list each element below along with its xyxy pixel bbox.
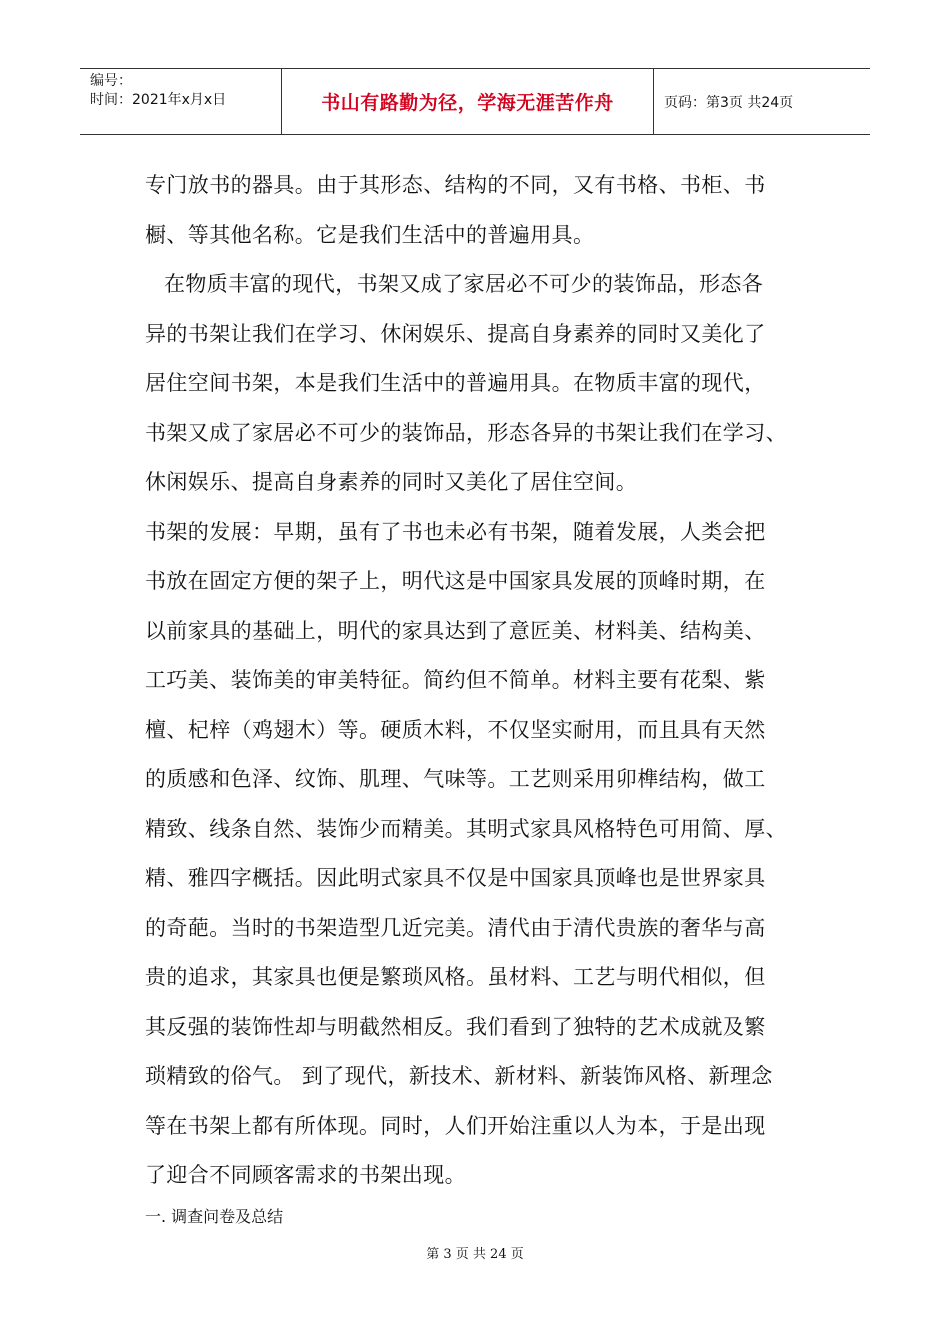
body-line: 的质感和色泽、纹饰、肌理、气味等。工艺则采用卯榫结构，做工 bbox=[145, 767, 766, 791]
section-heading: 一. 调查问卷及总结 bbox=[145, 1207, 284, 1226]
header-number-label: 编号： bbox=[90, 73, 132, 89]
body-line: 精、雅四字概括。因此明式家具不仅是中国家具顶峰也是世界家具 bbox=[145, 866, 766, 890]
body-line: 居住空间书架，本是我们生活中的普遍用具。在物质丰富的现代， bbox=[145, 371, 766, 395]
body-line: 橱、等其他名称。它是我们生活中的普遍用具。 bbox=[145, 222, 595, 247]
page-header bbox=[80, 68, 870, 135]
body-line: 以前家具的基础上，明代的家具达到了意匠美、材料美、结构美、 bbox=[145, 618, 766, 643]
body-line: 的奇葩。当时的书架造型几近完美。清代由于清代贵族的奢华与高 bbox=[145, 915, 766, 940]
document-body bbox=[145, 161, 815, 1201]
header-motto: 书山有路勤为径，学海无涯苦作舟 bbox=[282, 69, 654, 134]
body-line: 工巧美、装饰美的审美特征。简约但不简单。材料主要有花梨、紫 bbox=[145, 668, 766, 692]
body-line: 专门放书的器具。由于其形态、结构的不同，又有书格、书柜、书 bbox=[145, 173, 766, 197]
header-time-label: 时间：2021年x月x日 bbox=[90, 92, 227, 108]
body-line: 贵的追求，其家具也便是繁琐风格。虽材料、工艺与明代相似，但 bbox=[145, 965, 766, 989]
body-line: 檀、杞梓（鸡翅木）等。硬质木料，不仅坚实耐用，而且具有天然 bbox=[145, 717, 766, 742]
body-line: 了迎合不同顾客需求的书架出现。 bbox=[145, 1163, 466, 1187]
body-line: 书架又成了家居必不可少的装饰品，形态各异的书架让我们在学习、 bbox=[145, 420, 787, 445]
body-line: 等在书架上都有所体现。同时，人们开始注重以人为本，于是出现 bbox=[145, 1113, 766, 1138]
body-line: 其反强的装饰性却与明截然相反。我们看到了独特的艺术成就及繁 bbox=[145, 1014, 766, 1039]
header-meta bbox=[80, 69, 282, 134]
page-footer: 第 3 页 共 24 页 bbox=[426, 1247, 524, 1262]
header-page-info: 页码：第3页 共24页 bbox=[664, 94, 794, 111]
body-line: 琐精致的俗气。 到了现代，新技术、新材料、新装饰风格、新理念 bbox=[145, 1064, 773, 1088]
body-line: 休闲娱乐、提高自身素养的同时又美化了居住空间。 bbox=[145, 470, 638, 494]
body-line: 在物质丰富的现代，书架又成了家居必不可少的装饰品，形态各 bbox=[164, 272, 764, 296]
body-line: 异的书架让我们在学习、休闲娱乐、提高自身素养的同时又美化了 bbox=[145, 321, 766, 346]
body-line: 书架的发展：早期，虽有了书也未必有书架，随着发展，人类会把 bbox=[145, 519, 766, 544]
body-line: 精致、线条自然、装饰少而精美。其明式家具风格特色可用简、厚、 bbox=[145, 816, 787, 841]
body-line: 书放在固定方便的架子上，明代这是中国家具发展的顶峰时期，在 bbox=[145, 569, 766, 593]
